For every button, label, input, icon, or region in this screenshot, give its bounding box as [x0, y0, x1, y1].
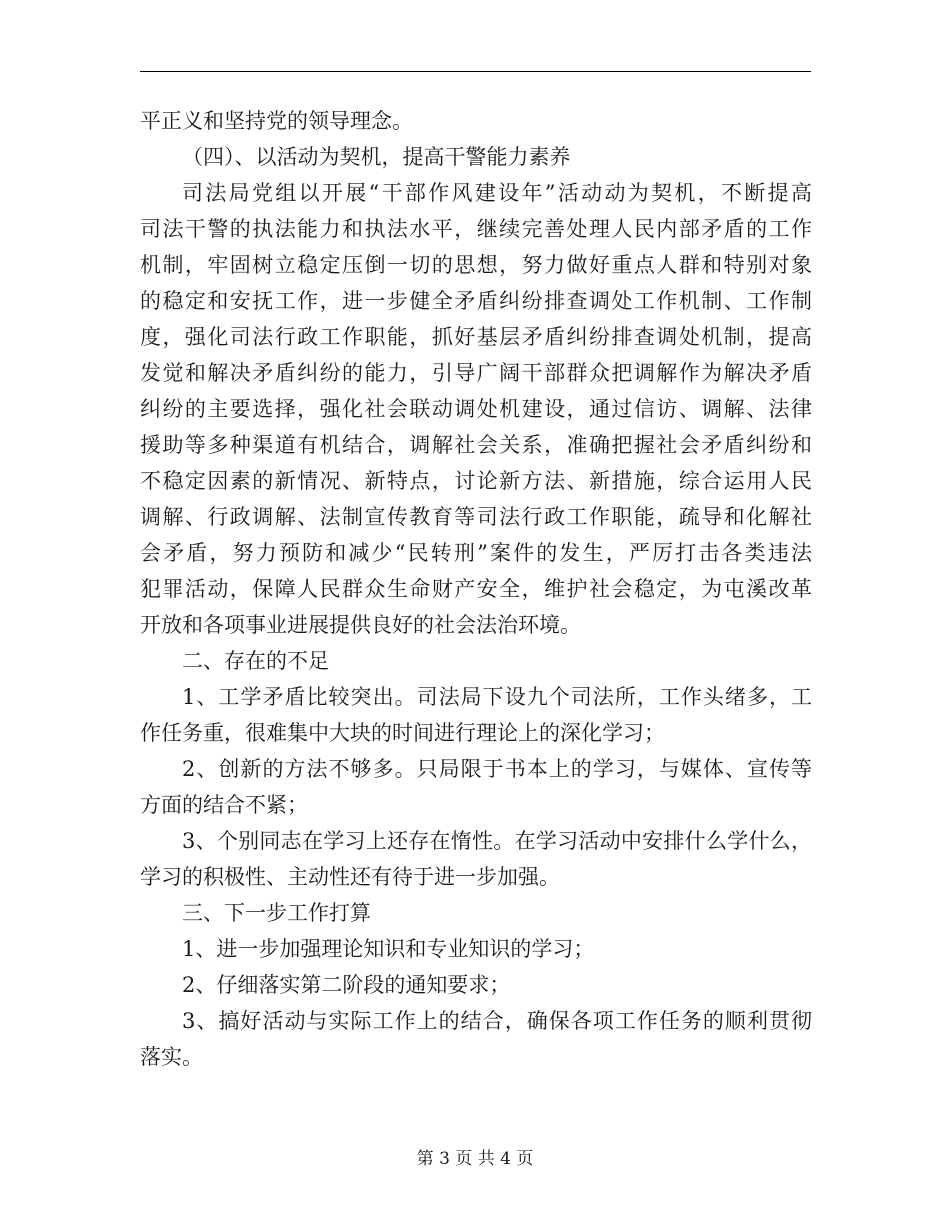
text-line: 二、存在的不足	[182, 649, 329, 673]
page-number-footer: 第 3 页 共 4 页	[416, 1149, 534, 1169]
text-line: 落实。	[140, 1045, 203, 1069]
text-line: 作任务重，很难集中大块的时间进行理论上的深化学习；	[140, 721, 665, 745]
text-line: 1、工学矛盾比较突出。司法局下设九个司法所，工作头绪多，工	[182, 685, 812, 709]
text-line: 司法干警的执法能力和执法水平，继续完善处理人民内部矛盾的工作	[140, 217, 812, 241]
text-line: 不稳定因素的新情况、新特点，讨论新方法、新措施，综合运用人民	[140, 469, 812, 493]
text-line: 犯罪活动，保障人民群众生命财产安全，维护社会稳定，为屯溪改革	[140, 577, 812, 601]
text-line: （四）、以活动为契机，提高干警能力素养	[182, 145, 571, 169]
text-line: 调解、行政调解、法制宣传教育等司法行政工作职能，疏导和化解社	[140, 505, 812, 529]
text-line: 司法局党组以开展“干部作风建设年”活动动为契机，不断提高	[182, 181, 812, 205]
text-line: 度，强化司法行政工作职能，抓好基层矛盾纠纷排查调处机制，提高	[140, 325, 812, 349]
text-line: 的稳定和安抚工作，进一步健全矛盾纠纷排查调处工作机制、工作制	[140, 289, 812, 313]
text-line: 纠纷的主要选择，强化社会联动调处机建设，通过信访、调解、法律	[140, 397, 812, 421]
text-line: 1、进一步加强理论知识和专业知识的学习；	[182, 937, 595, 961]
text-line: 3、搞好活动与实际工作上的结合，确保各项工作任务的顺利贯彻	[182, 1009, 812, 1033]
header-rule	[140, 71, 811, 72]
text-line: 3、个别同志在学习上还存在惰性。在学习活动中安排什么学什么，	[182, 829, 812, 853]
text-line: 援助等多种渠道有机结合，调解社会关系，准确把握社会矛盾纠纷和	[140, 433, 812, 457]
text-line: 方面的结合不紧；	[140, 793, 308, 817]
text-line: 会矛盾，努力预防和减少“民转刑”案件的发生，严厉打击各类违法	[140, 541, 812, 565]
text-line: 平正义和坚持党的领导理念。	[140, 109, 413, 133]
text-line: 学习的积极性、主动性还有待于进一步加强。	[140, 865, 560, 889]
text-line: 开放和各项事业进展提供良好的社会法治环境。	[140, 613, 581, 637]
text-line: 发觉和解决矛盾纠纷的能力，引导广阔干部群众把调解作为解决矛盾	[140, 361, 812, 385]
text-line: 2、仔细落实第二阶段的通知要求；	[182, 973, 511, 997]
text-line: 2、创新的方法不够多。只局限于书本上的学习，与媒体、宣传等	[182, 757, 812, 781]
document-body	[140, 103, 812, 1075]
text-line: 三、下一步工作打算	[182, 901, 371, 925]
text-line: 机制，牢固树立稳定压倒一切的思想，努力做好重点人群和特别对象	[140, 253, 812, 277]
